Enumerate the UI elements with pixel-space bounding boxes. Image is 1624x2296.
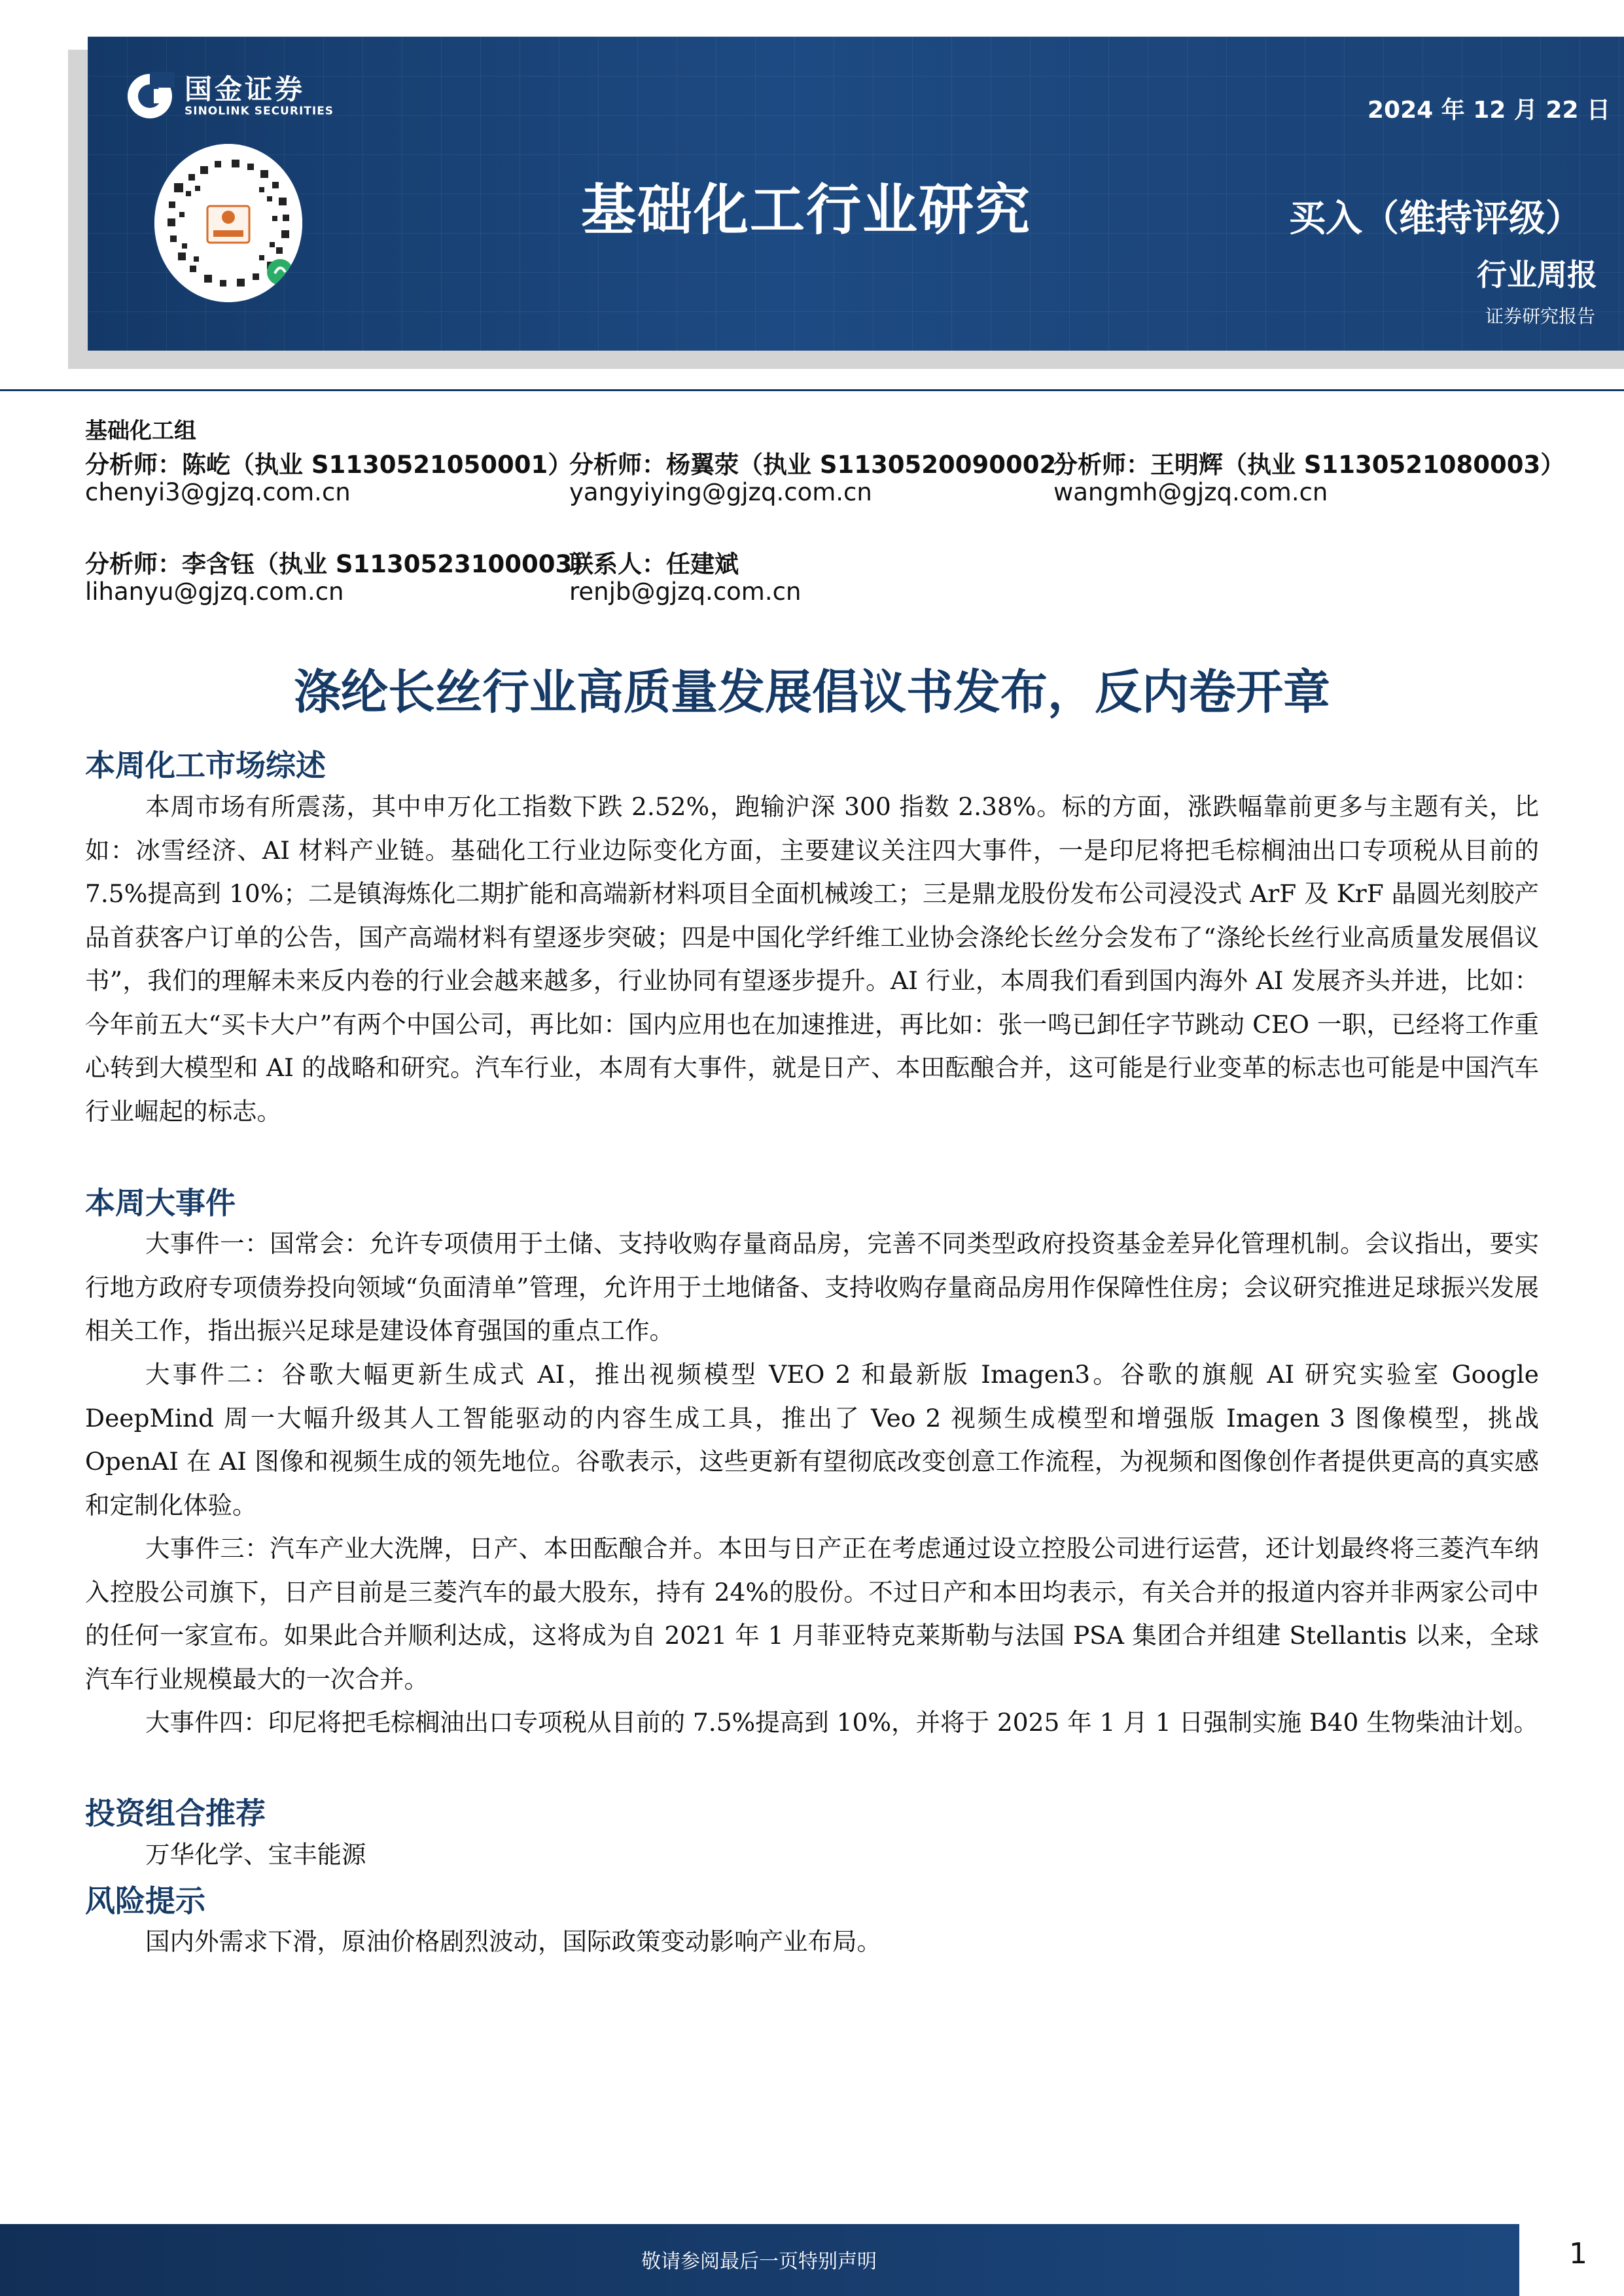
section-heading-portfolio: 投资组合推荐 (85, 1796, 266, 1831)
analyst-name: 分析师：李含钰（执业 S1130523100003） (85, 550, 597, 578)
analyst-name: 分析师：杨翼荥（执业 S1130520090002） (569, 451, 1081, 479)
section-heading-major-events: 本周大事件 (85, 1185, 236, 1221)
mini-program-qr-code (154, 144, 302, 302)
event-paragraph: 大事件三：汽车产业大洗牌，日产、本田酝酿合并。本田与日产正在考虑通过设立控股公司进行运营，还计划最终将三菱汽车纳入控股公司旗下，日产目前是三菱汽车的最大股东，持有 24%的股份。不过日产和本田均表示，有关合并的报道内容并非两家公司中的任何一家宣布。如果此合并顺利达成，这将成为自 2021 年 1 月菲亚特克莱斯勒与法国 PSA 集团合并组建 Stellantis 以来，全球汽车行业规模最大的一次合并。 (85, 1534, 1539, 1694)
investment-rating: 买入（维持评级） (1289, 198, 1582, 240)
header-divider (0, 389, 1624, 391)
logo-chinese-name: 国金证券 (185, 73, 306, 105)
report-category: 证券研究报告 (1485, 305, 1596, 327)
analyst-email[interactable]: wangmh@gjzq.com.cn (1053, 478, 1328, 506)
section-heading-risk: 风险提示 (85, 1883, 205, 1919)
report-type: 行业周报 (1477, 257, 1597, 292)
section-heading-market-review: 本周化工市场综述 (85, 748, 326, 783)
event-paragraph: 大事件四：印尼将把毛棕榈油出口专项税从目前的 7.5%提高到 10%，并将于 2025 年 1 月 1 日强制实施 B40 生物柴油计划。 (145, 1708, 1538, 1737)
event-paragraph: 大事件二：谷歌大幅更新生成式 AI，推出视频模型 VEO 2 和最新版 Imagen3。谷歌的旗舰 AI 研究实验室 Google DeepMind 周一大幅升级其人工智能驱动的内容生成工具，推出了 Veo 2 视频生成模型和增强版 Imagen 3 图像模型，挑战 OpenAI 在 AI 图像和视频生成的领先地位。谷歌表示，这些更新有望彻底改变创意工作流程，为视频和图像创作者提供更高的真实感和定制化体验。 (85, 1360, 1539, 1520)
report-date: 2024 年 12 月 22 日 (1368, 97, 1611, 124)
analyst-email[interactable]: lihanyu@gjzq.com.cn (85, 578, 344, 606)
contact-email[interactable]: renjb@gjzq.com.cn (569, 578, 802, 606)
page-number: 1 (1569, 2237, 1587, 2270)
footer-disclaimer-note: 敬请参阅最后一页特别声明 (641, 2250, 877, 2273)
sinolink-logo-icon (124, 71, 175, 122)
risk-paragraph: 国内外需求下滑，原油价格剧烈波动，国际政策变动影响产业布局。 (145, 1927, 881, 1956)
company-logo (124, 71, 334, 122)
report-headline: 涤纶长丝行业高质量发展倡议书发布，反内卷开章 (293, 665, 1330, 720)
analyst-email[interactable]: yangyiying@gjzq.com.cn (569, 478, 872, 506)
analyst-name: 分析师：陈屹（执业 S1130521050001） (85, 451, 573, 479)
market-review-paragraph: 本周市场有所震荡，其中申万化工指数下跌 2.52%，跑输沪深 300 指数 2.38%。标的方面，涨跌幅靠前更多与主题有关，比如：冰雪经济、AI 材料产业链。基础化工行业边际变化方面，主要建议关注四大事件，一是印尼将把毛棕榈油出口专项税从目前的 7.5%提高到 10%；二是镇海炼化二期扩能和高端新材料项目全面机械竣工；三是鼎龙股份发布公司浸没式 ArF 及 KrF 晶圆光刻胶产品首获客户订单的公告，国产高端材料有望逐步突破；四是中国化学纤维工业协会涤纶长丝分会发布了“涤纶长丝行业高质量发展倡议书”，我们的理解未来反内卷的行业会越来越多，行业协同有望逐步提升。AI 行业，本周我们看到国内海外 AI 发展齐头并进，比如：今年前五大“买卡大户”有两个中国公司，再比如：国内应用也在加速推进，再比如：张一鸣已卸任字节跳动 CEO 一职，已经将工作重心转到大模型和 AI 的战略和研究。汽车行业，本周有大事件，就是日产、本田酝酿合并，这可能是行业变革的标志也可能是中国汽车行业崛起的标志。 (85, 792, 1539, 1126)
portfolio-paragraph: 万华化学、宝丰能源 (145, 1840, 366, 1869)
research-team: 基础化工组 (85, 418, 196, 444)
analyst-email[interactable]: chenyi3@gjzq.com.cn (85, 478, 351, 506)
report-title: 基础化工行业研究 (581, 178, 1032, 242)
analyst-name: 分析师：王明辉（执业 S1130521080003） (1053, 451, 1565, 479)
event-paragraph: 大事件一：国常会：允许专项债用于土储、支持收购存量商品房，完善不同类型政府投资基金差异化管理机制。会议指出，要实行地方政府专项债券投向领域“负面清单”管理，允许用于土地储备、支持收购存量商品房用作保障性住房；会议研究推进足球振兴发展相关工作，指出振兴足球是建设体育强国的重点工作。 (85, 1229, 1539, 1345)
logo-english-name: SINOLINK SECURITIES (185, 105, 334, 118)
contact-name: 联系人：任建斌 (569, 550, 739, 578)
